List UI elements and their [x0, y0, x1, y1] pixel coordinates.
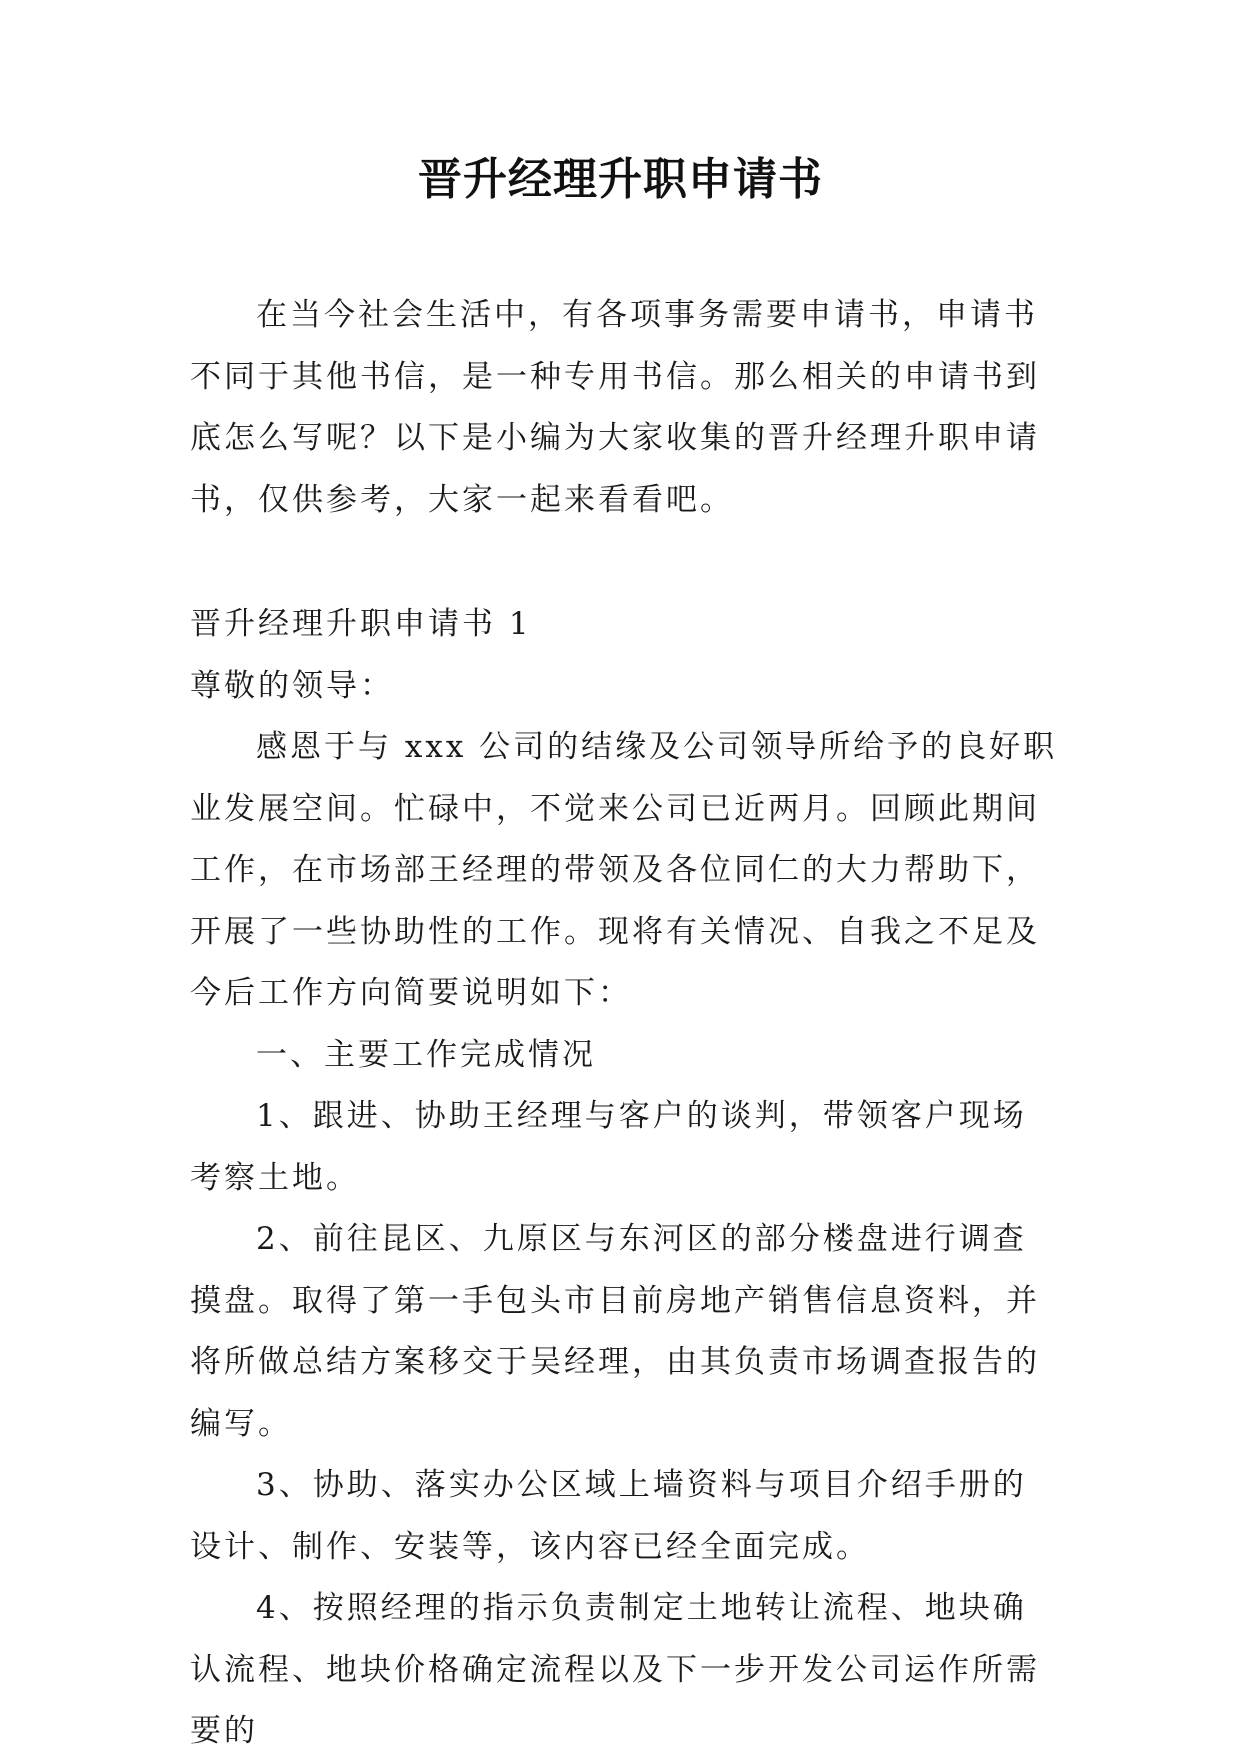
list-item-2: 2、前往昆区、九原区与东河区的部分楼盘进行调查摸盘。取得了第一手包头市目前房地产销售信息资料，并将所做总结方案移交于吴经理，由其负责市场调查报告的编写。	[190, 1221, 1040, 1442]
intro-paragraph: 在当今社会生活中，有各项事务需要申请书，申请书不同于其他书信，是一种专用书信。那么相关的申请书到底怎么写呢？以下是小编为大家收集的晋升经理升职申请书，仅供参考，大家一起来看看吧。	[190, 297, 1040, 518]
paragraph-spacer	[190, 531, 1058, 594]
section-title: 晋升经理升职申请书 1	[190, 606, 532, 642]
list-item-4: 4、按照经理的指示负责制定土地转让流程、地块确认流程、地块价格确定流程以及下一步开发公司运作所需要的	[190, 1590, 1040, 1749]
document-body	[190, 285, 1058, 1763]
heading-work-summary: 一、主要工作完成情况	[256, 1036, 596, 1073]
list-item-1: 1、跟进、协助王经理与客户的谈判，带领客户现场考察土地。	[190, 1098, 1027, 1196]
body-paragraph-1: 感恩于与 xxx 公司的结缘及公司领导所给予的良好职业发展空间。忙碌中，不觉来公司已近两月。回顾此期间工作，在市场部王经理的带领及各位同仁的大力帮助下，开展了一些协助性的工作。现将有关情况、自我之不足及今后工作方向简要说明如下：	[190, 729, 1058, 1011]
salutation: 尊敬的领导：	[190, 667, 394, 704]
list-item-3: 3、协助、落实办公区域上墙资料与项目介绍手册的设计、制作、安装等，该内容已经全面完成。	[190, 1467, 1027, 1565]
document-title: 晋升经理升职申请书	[418, 154, 823, 205]
